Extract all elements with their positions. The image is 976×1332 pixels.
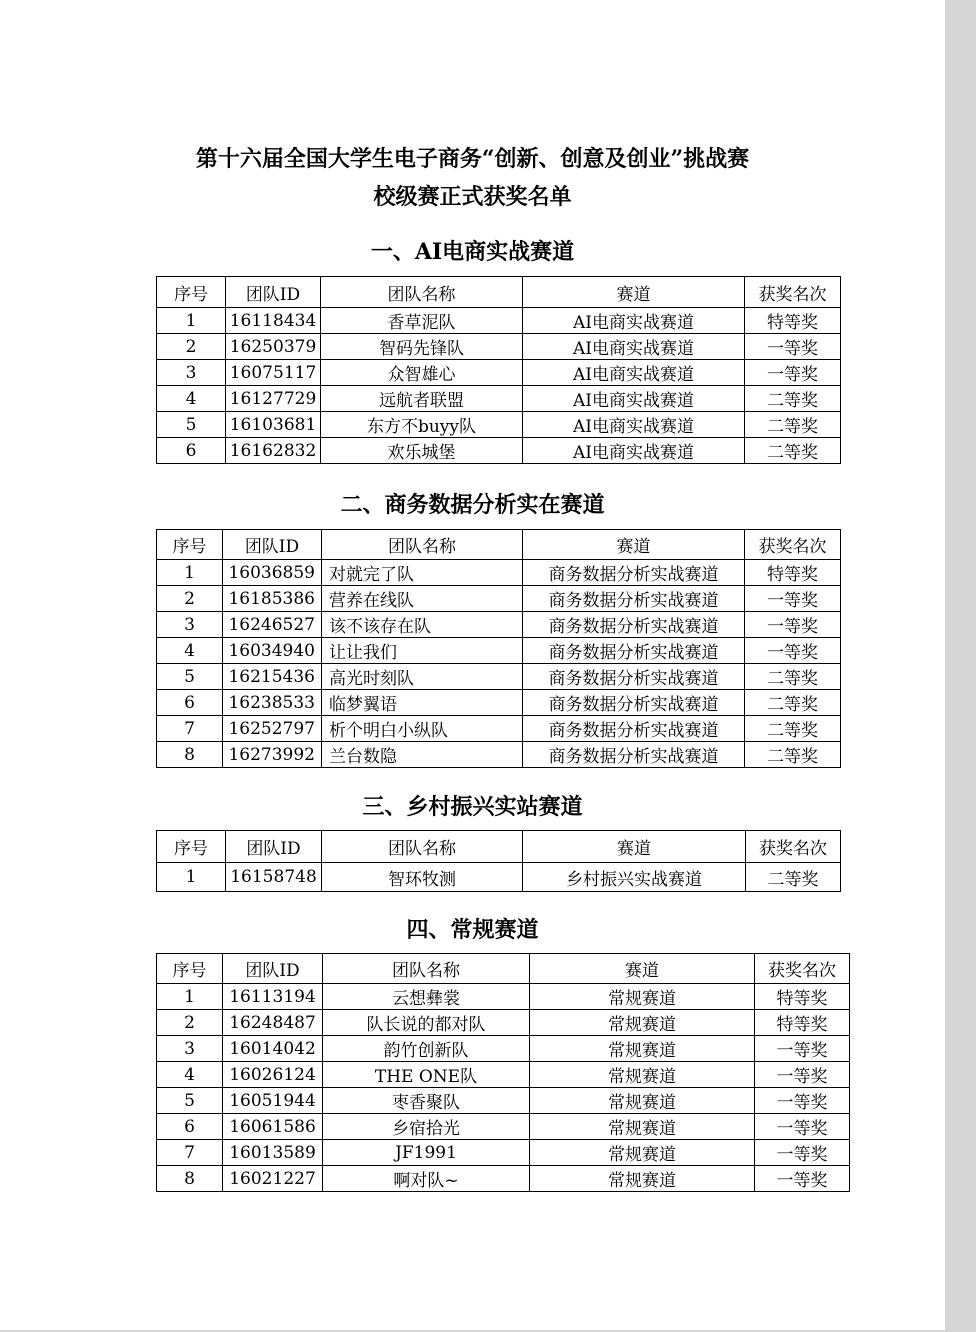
section-heading-regular: 四、常规赛道 — [406, 917, 539, 943]
header-team-id: 团队ID — [226, 831, 322, 863]
cell-track: 常规赛道 — [530, 984, 755, 1010]
cell-index: 6 — [157, 1114, 223, 1140]
cell-track: AI电商实战赛道 — [523, 412, 745, 438]
cell-team-id: 16158748 — [226, 863, 322, 892]
cell-index: 5 — [157, 664, 223, 690]
cell-index: 1 — [157, 308, 226, 334]
table-row — [157, 360, 841, 386]
cell-track: AI电商实战赛道 — [523, 308, 745, 334]
cell-track: 常规赛道 — [530, 1140, 755, 1166]
cell-team-name: 众智雄心 — [321, 360, 523, 386]
header-team-id: 团队ID — [223, 530, 322, 560]
table-row — [157, 638, 841, 664]
cell-award: 一等奖 — [745, 612, 841, 638]
header-team-name: 团队名称 — [321, 277, 523, 308]
cell-team-name: 智环牧测 — [322, 863, 523, 892]
cell-team-id: 16118434 — [226, 308, 321, 334]
cell-index: 5 — [157, 1088, 223, 1114]
cell-track: 商务数据分析实战赛道 — [523, 560, 745, 586]
header-team-id: 团队ID — [226, 277, 321, 308]
cell-track: 商务数据分析实战赛道 — [523, 716, 745, 742]
cell-team-id: 16238533 — [223, 690, 322, 716]
table-row — [157, 1114, 850, 1140]
cell-track: 商务数据分析实战赛道 — [523, 690, 745, 716]
table-row — [157, 438, 841, 464]
header-index: 序号 — [157, 831, 226, 863]
cell-track: 常规赛道 — [530, 1062, 755, 1088]
cell-index: 5 — [157, 412, 226, 438]
cell-award: 一等奖 — [745, 586, 841, 612]
header-index: 序号 — [157, 954, 223, 984]
cell-team-name: 让让我们 — [322, 638, 523, 664]
cell-track: AI电商实战赛道 — [523, 438, 745, 464]
cell-award: 一等奖 — [745, 360, 841, 386]
table-row — [157, 612, 841, 638]
cell-index: 6 — [157, 690, 223, 716]
cell-team-id: 16036859 — [223, 560, 322, 586]
cell-team-name: 临梦翼语 — [322, 690, 523, 716]
rural-track-table — [156, 830, 841, 892]
cell-award: 二等奖 — [746, 863, 841, 892]
cell-track: 商务数据分析实战赛道 — [523, 664, 745, 690]
cell-team-name: 韵竹创新队 — [323, 1036, 530, 1062]
cell-team-name: 枣香聚队 — [323, 1088, 530, 1114]
table-row — [157, 1166, 850, 1192]
table-row — [157, 1140, 850, 1166]
cell-team-id: 16075117 — [226, 360, 321, 386]
header-index: 序号 — [157, 530, 223, 560]
cell-index: 8 — [157, 742, 223, 768]
cell-track: 常规赛道 — [530, 1166, 755, 1192]
cell-team-name: 东方不buyy队 — [321, 412, 523, 438]
table-row — [157, 984, 850, 1010]
cell-team-name: 欢乐城堡 — [321, 438, 523, 464]
cell-index: 1 — [157, 984, 223, 1010]
ai-track-table — [156, 276, 841, 464]
cell-index: 1 — [157, 560, 223, 586]
cell-track: 商务数据分析实战赛道 — [523, 586, 745, 612]
table-row — [157, 1036, 850, 1062]
cell-track: 商务数据分析实战赛道 — [523, 742, 745, 768]
cell-award: 二等奖 — [745, 438, 841, 464]
cell-award: 特等奖 — [755, 984, 850, 1010]
cell-award: 二等奖 — [745, 664, 841, 690]
cell-team-name: 啊对队~ — [323, 1166, 530, 1192]
cell-team-name: 高光时刻队 — [322, 664, 523, 690]
cell-award: 一等奖 — [755, 1140, 850, 1166]
header-track: 赛道 — [530, 954, 755, 984]
cell-track: 常规赛道 — [530, 1010, 755, 1036]
cell-team-id: 16034940 — [223, 638, 322, 664]
cell-index: 4 — [157, 386, 226, 412]
cell-index: 4 — [157, 1062, 223, 1088]
cell-award: 特等奖 — [745, 560, 841, 586]
cell-track: 商务数据分析实战赛道 — [523, 638, 745, 664]
cell-index: 2 — [157, 1010, 223, 1036]
table-row — [157, 308, 841, 334]
cell-track: AI电商实战赛道 — [523, 386, 745, 412]
table-header-row — [157, 530, 841, 560]
cell-award: 一等奖 — [755, 1114, 850, 1140]
header-team-name: 团队名称 — [322, 530, 523, 560]
cell-index: 6 — [157, 438, 226, 464]
cell-team-id: 16185386 — [223, 586, 322, 612]
cell-team-id: 16250379 — [226, 334, 321, 360]
cell-index: 2 — [157, 334, 226, 360]
cell-team-name: 兰台数隐 — [322, 742, 523, 768]
table-row — [157, 334, 841, 360]
cell-award: 一等奖 — [755, 1088, 850, 1114]
cell-index: 1 — [157, 863, 226, 892]
table-row — [157, 1088, 850, 1114]
table-header-row — [157, 831, 841, 863]
header-track: 赛道 — [523, 277, 745, 308]
cell-index: 2 — [157, 586, 223, 612]
cell-team-name: 乡宿拾光 — [323, 1114, 530, 1140]
section-heading-rural: 三、乡村振兴实站赛道 — [362, 794, 583, 820]
cell-team-id: 16061586 — [223, 1114, 323, 1140]
cell-team-name: 营养在线队 — [322, 586, 523, 612]
cell-team-id: 16246527 — [223, 612, 322, 638]
cell-team-id: 16051944 — [223, 1088, 323, 1114]
table-row — [157, 690, 841, 716]
cell-award: 二等奖 — [745, 742, 841, 768]
table-row — [157, 586, 841, 612]
header-award: 获奖名次 — [745, 530, 841, 560]
cell-team-name: 对就完了队 — [322, 560, 523, 586]
table-row — [157, 863, 841, 892]
cell-team-id: 16014042 — [223, 1036, 323, 1062]
cell-track: AI电商实战赛道 — [523, 334, 745, 360]
header-team-name: 团队名称 — [323, 954, 530, 984]
header-team-id: 团队ID — [223, 954, 323, 984]
header-index: 序号 — [157, 277, 226, 308]
cell-award: 二等奖 — [745, 386, 841, 412]
header-team-name: 团队名称 — [322, 831, 523, 863]
document-title — [0, 140, 945, 216]
header-track: 赛道 — [523, 530, 745, 560]
table-header-row — [157, 277, 841, 308]
table-row — [157, 664, 841, 690]
cell-index: 7 — [157, 1140, 223, 1166]
cell-award: 一等奖 — [755, 1036, 850, 1062]
cell-team-name: 远航者联盟 — [321, 386, 523, 412]
regular-track-table — [156, 953, 850, 1192]
data-analysis-track-table — [156, 529, 841, 768]
cell-team-id: 16127729 — [226, 386, 321, 412]
table-row — [157, 716, 841, 742]
cell-team-id: 16248487 — [223, 1010, 323, 1036]
cell-index: 3 — [157, 612, 223, 638]
cell-track: AI电商实战赛道 — [523, 360, 745, 386]
cell-team-id: 16026124 — [223, 1062, 323, 1088]
table-row — [157, 386, 841, 412]
header-award: 获奖名次 — [755, 954, 850, 984]
cell-award: 特等奖 — [745, 308, 841, 334]
cell-team-name: 队长说的都对队 — [323, 1010, 530, 1036]
cell-team-name: 智码先锋队 — [321, 334, 523, 360]
cell-team-id: 16252797 — [223, 716, 322, 742]
table-row — [157, 742, 841, 768]
cell-award: 二等奖 — [745, 690, 841, 716]
cell-award: 一等奖 — [755, 1166, 850, 1192]
cell-award: 一等奖 — [745, 638, 841, 664]
cell-team-id: 16021227 — [223, 1166, 323, 1192]
cell-team-name: 香草泥队 — [321, 308, 523, 334]
cell-index: 7 — [157, 716, 223, 742]
cell-track: 常规赛道 — [530, 1114, 755, 1140]
title-line-1: 第十六届全国大学生电子商务“创新、创意及创业”挑战赛 — [195, 146, 750, 172]
cell-team-name: THE ONE队 — [323, 1062, 530, 1088]
header-award: 获奖名次 — [745, 277, 841, 308]
cell-index: 3 — [157, 360, 226, 386]
cell-team-name: 该不该存在队 — [322, 612, 523, 638]
cell-team-name: JF1991 — [323, 1140, 530, 1166]
cell-track: 商务数据分析实战赛道 — [523, 612, 745, 638]
cell-team-id: 16273992 — [223, 742, 322, 768]
section-heading-ai: 一、AI电商实战赛道 — [370, 239, 575, 265]
cell-index: 8 — [157, 1166, 223, 1192]
cell-track: 常规赛道 — [530, 1036, 755, 1062]
cell-team-id: 16113194 — [223, 984, 323, 1010]
header-track: 赛道 — [523, 831, 746, 863]
table-row — [157, 412, 841, 438]
title-line-2: 校级赛正式获奖名单 — [373, 184, 572, 210]
cell-team-id: 16215436 — [223, 664, 322, 690]
cell-award: 二等奖 — [745, 716, 841, 742]
cell-team-id: 16162832 — [226, 438, 321, 464]
cell-award: 一等奖 — [755, 1062, 850, 1088]
cell-team-name: 云想彝裳 — [323, 984, 530, 1010]
section-heading-data-analysis: 二、商务数据分析实在赛道 — [340, 492, 605, 518]
cell-team-name: 析个明白小纵队 — [322, 716, 523, 742]
cell-index: 3 — [157, 1036, 223, 1062]
table-row — [157, 560, 841, 586]
cell-track: 乡村振兴实战赛道 — [523, 863, 746, 892]
table-row — [157, 1010, 850, 1036]
cell-track: 常规赛道 — [530, 1088, 755, 1114]
cell-award: 一等奖 — [745, 334, 841, 360]
cell-award: 二等奖 — [745, 412, 841, 438]
cell-index: 4 — [157, 638, 223, 664]
header-award: 获奖名次 — [746, 831, 841, 863]
cell-team-id: 16013589 — [223, 1140, 323, 1166]
cell-award: 特等奖 — [755, 1010, 850, 1036]
table-header-row — [157, 954, 850, 984]
table-row — [157, 1062, 850, 1088]
cell-team-id: 16103681 — [226, 412, 321, 438]
